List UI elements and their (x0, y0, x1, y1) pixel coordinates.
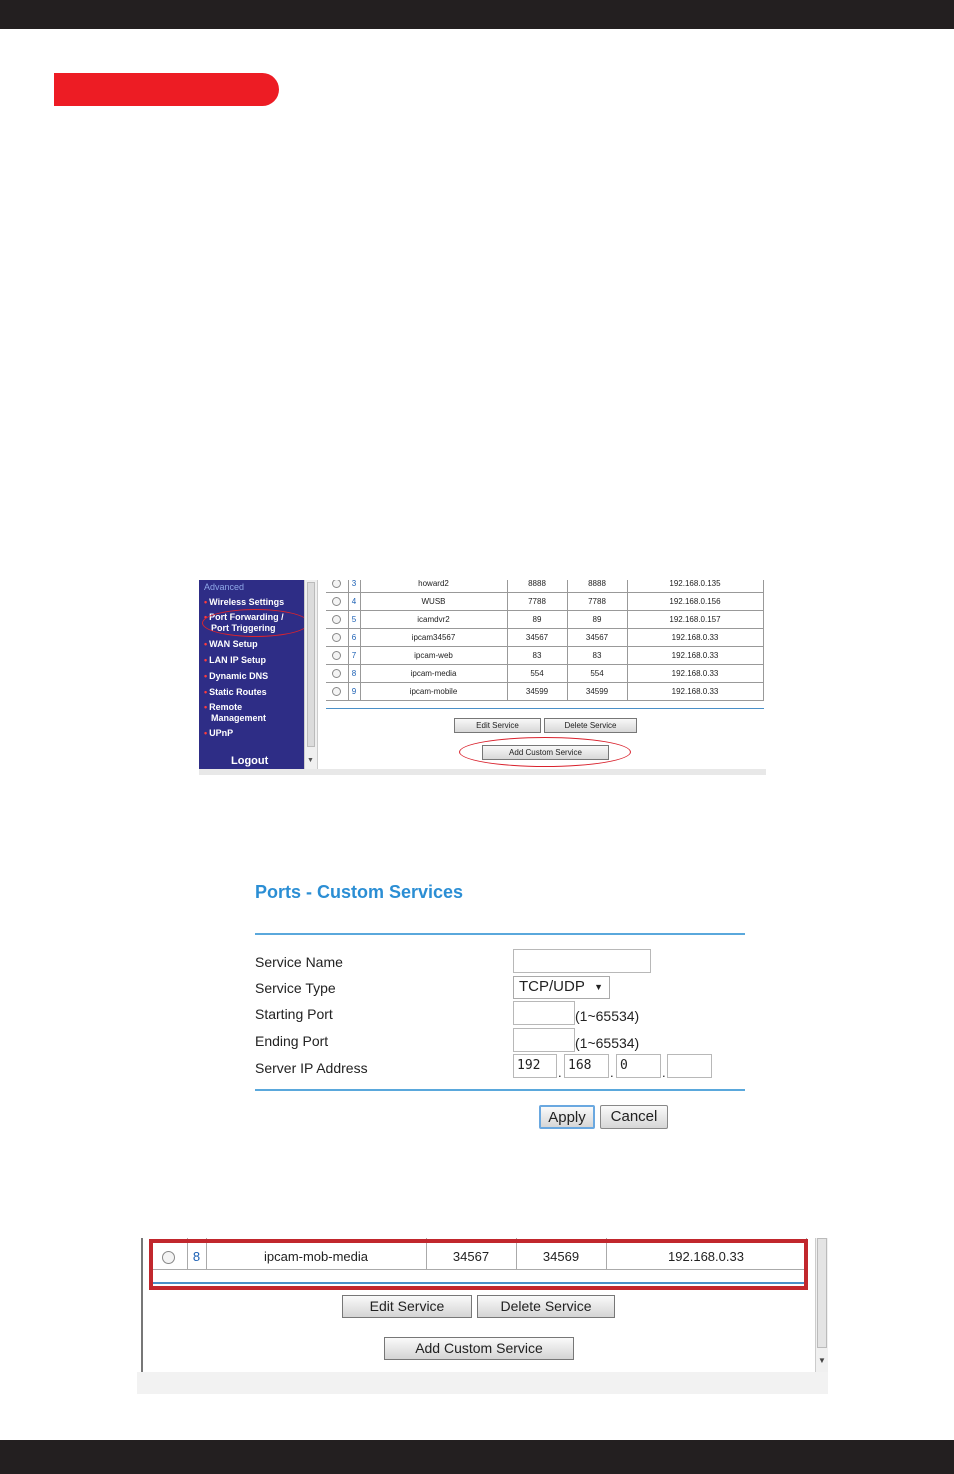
cancel-button[interactable]: Cancel (600, 1105, 668, 1129)
service-type-value: TCP/UDP (519, 978, 585, 995)
service-name-label: Service Name (255, 954, 343, 970)
end-port-cell: 554 (567, 665, 627, 683)
row-select-cell[interactable] (326, 611, 348, 629)
ip-separator: . (662, 1065, 666, 1080)
row-select-cell[interactable] (326, 593, 348, 611)
start-port-cell: 34599 (507, 683, 567, 701)
end-port-cell: 8888 (567, 580, 627, 593)
scrollbar-thumb[interactable] (307, 582, 315, 747)
start-port-cell: 34567 (426, 1238, 516, 1270)
edit-service-button[interactable]: Edit Service (342, 1295, 472, 1318)
row-radio[interactable] (332, 615, 341, 624)
start-port-cell: 34567 (507, 629, 567, 647)
sidebar-item-wireless-settings[interactable]: • Wireless Settings (204, 597, 285, 607)
ending-port-input[interactable] (513, 1028, 575, 1052)
end-port-cell: 34569 (516, 1238, 606, 1270)
ending-port-range: (1~65534) (575, 1035, 640, 1051)
sidebar-item-management[interactable]: Management (211, 713, 267, 723)
row-radio[interactable] (332, 597, 341, 606)
add-custom-service-button[interactable]: Add Custom Service (482, 745, 609, 760)
server-ip-cell: 192.168.0.135 (627, 580, 763, 593)
start-port-cell: 83 (507, 647, 567, 665)
sidebar-item-dynamic-dns[interactable]: • Dynamic DNS (204, 671, 269, 681)
port-forwarding-list-screenshot (199, 580, 766, 775)
added-service-screenshot (137, 1238, 828, 1394)
page-bottom-bar (0, 1440, 954, 1474)
row-select-cell[interactable] (326, 683, 348, 701)
start-port-cell: 8888 (507, 580, 567, 593)
row-radio[interactable] (332, 669, 341, 678)
table-row (326, 629, 763, 647)
server-ip-cell: 192.168.0.33 (627, 665, 763, 683)
row-number: 9 (348, 683, 360, 701)
row-radio[interactable] (332, 687, 341, 696)
service-name-cell: WUSB (360, 593, 507, 611)
table-row (326, 683, 763, 701)
service-name-cell: ipcam-web (360, 647, 507, 665)
service-name-cell: ipcam-media (360, 665, 507, 683)
scroll-down-icon[interactable]: ▼ (307, 757, 314, 764)
end-port-cell: 34567 (567, 629, 627, 647)
ip-octet-3-input[interactable]: 0 (616, 1054, 661, 1078)
server-ip-cell: 192.168.0.157 (627, 611, 763, 629)
page-title: Ports - Custom Services (255, 882, 464, 902)
sidebar-item-static-routes[interactable]: • Static Routes (204, 687, 267, 697)
table-row (326, 647, 763, 665)
section-red-tab (54, 73, 279, 106)
delete-service-button[interactable]: Delete Service (477, 1295, 615, 1318)
service-name-cell: ipcam34567 (360, 629, 507, 647)
server-ip-label: Server IP Address (255, 1060, 368, 1076)
row-number: 6 (348, 629, 360, 647)
server-ip-cell: 192.168.0.33 (606, 1238, 806, 1270)
start-port-cell: 554 (507, 665, 567, 683)
end-port-cell: 89 (567, 611, 627, 629)
logout-link[interactable]: Logout (231, 755, 269, 767)
server-ip-cell: 192.168.0.156 (627, 593, 763, 611)
service-name-cell: ipcam-mob-media (206, 1238, 426, 1270)
row-number: 7 (348, 647, 360, 665)
end-port-cell: 83 (567, 647, 627, 665)
server-ip-cell: 192.168.0.33 (627, 629, 763, 647)
table-separator (326, 708, 764, 709)
custom-services-form-screenshot (250, 875, 750, 1135)
sidebar-item-upnp[interactable]: • UPnP (204, 728, 234, 738)
service-type-label: Service Type (255, 980, 336, 996)
service-name-cell: howard2 (360, 580, 507, 593)
scrollbar-thumb[interactable] (817, 1238, 827, 1348)
ending-port-label: Ending Port (255, 1033, 329, 1049)
sidebar-item-remote[interactable]: • Remote (204, 702, 243, 712)
page-top-bar (0, 0, 954, 29)
sidebar-item-port-triggering[interactable]: Port Triggering (211, 623, 276, 633)
delete-service-button[interactable]: Delete Service (544, 718, 637, 733)
table-row (326, 580, 763, 593)
row-select-cell[interactable] (326, 580, 348, 593)
row-radio[interactable] (332, 651, 341, 660)
add-custom-service-button[interactable]: Add Custom Service (384, 1337, 574, 1360)
sidebar-item-lan-ip-setup[interactable]: • LAN IP Setup (204, 655, 266, 665)
sidebar-item-wan-setup[interactable]: • WAN Setup (204, 639, 258, 649)
row-select-cell[interactable] (326, 665, 348, 683)
add-custom-service-highlight (459, 737, 631, 767)
starting-port-label: Starting Port (255, 1006, 333, 1022)
sidebar-scrollbar[interactable] (304, 580, 318, 770)
starting-port-range: (1~65534) (575, 1008, 640, 1024)
start-port-cell: 89 (507, 611, 567, 629)
table-row (326, 665, 763, 683)
title-divider (255, 933, 745, 935)
form-divider (255, 1089, 745, 1091)
table-row (326, 593, 763, 611)
sidebar-heading: Advanced (204, 582, 245, 592)
sidebar-item-port-forwarding[interactable]: • Port Forwarding / (204, 612, 284, 622)
row-number: 8 (187, 1238, 206, 1270)
horizontal-scrollbar[interactable] (199, 769, 766, 775)
edit-service-button[interactable]: Edit Service (454, 718, 541, 733)
frame-edge (141, 1238, 143, 1372)
row-number: 3 (348, 580, 360, 593)
ip-separator: . (558, 1065, 562, 1080)
row-radio[interactable] (332, 580, 341, 588)
ip-octet-2-input[interactable]: 168 (564, 1054, 609, 1078)
port-forwarding-highlight (202, 609, 309, 637)
apply-button[interactable]: Apply (539, 1105, 595, 1129)
service-type-select[interactable] (513, 976, 610, 999)
table-row (326, 611, 763, 629)
row-number: 4 (348, 593, 360, 611)
server-ip-cell: 192.168.0.33 (627, 647, 763, 665)
row-radio[interactable] (332, 633, 341, 642)
end-port-cell: 34599 (567, 683, 627, 701)
ip-octet-4-input[interactable] (667, 1054, 712, 1078)
server-ip-cell: 192.168.0.33 (627, 683, 763, 701)
service-name-cell: ipcam-mobile (360, 683, 507, 701)
scroll-down-icon[interactable]: ▼ (818, 1356, 826, 1365)
service-name-input[interactable] (513, 949, 651, 973)
starting-port-input[interactable] (513, 1001, 575, 1025)
vertical-scrollbar[interactable] (815, 1238, 828, 1372)
start-port-cell: 7788 (507, 593, 567, 611)
row-select-cell[interactable] (326, 629, 348, 647)
services-table (326, 580, 764, 701)
end-port-cell: 7788 (567, 593, 627, 611)
row-select-cell[interactable] (326, 647, 348, 665)
ip-octet-1-input[interactable]: 192 (513, 1054, 557, 1078)
service-name-cell: icamdvr2 (360, 611, 507, 629)
horizontal-scrollbar[interactable] (137, 1372, 828, 1394)
dropdown-caret-icon: ▼ (594, 982, 603, 992)
new-service-highlight-box (149, 1239, 808, 1290)
ip-separator: . (610, 1065, 614, 1080)
row-number: 5 (348, 611, 360, 629)
row-number: 8 (348, 665, 360, 683)
